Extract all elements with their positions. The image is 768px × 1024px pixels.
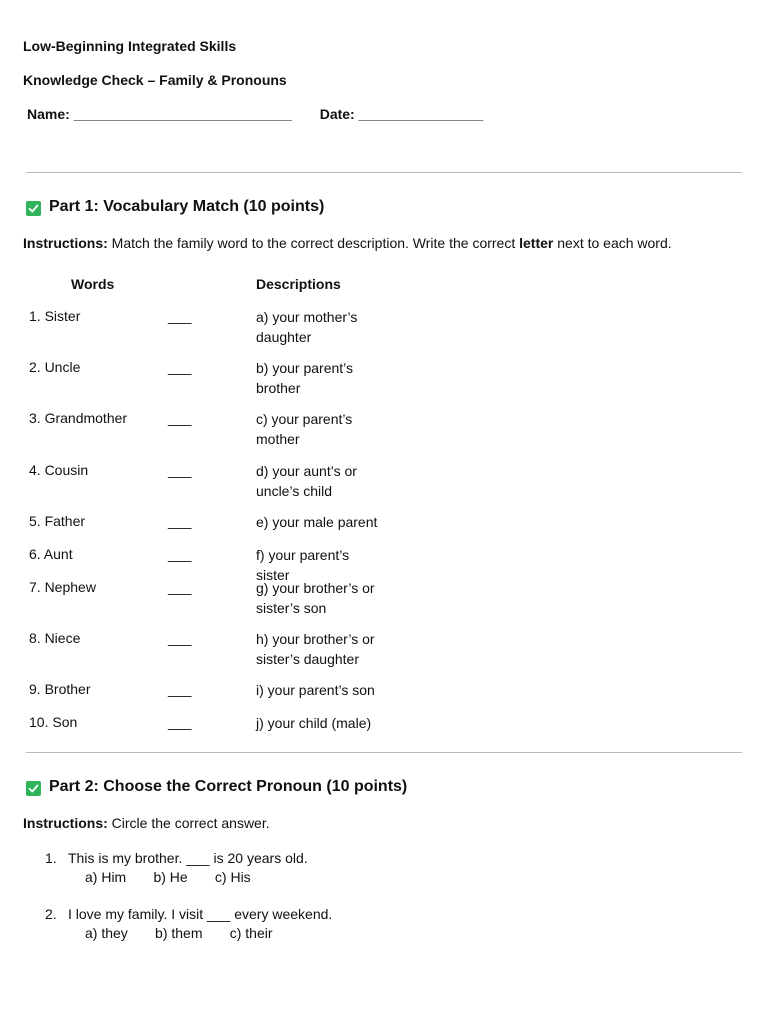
answer-blank[interactable]: ___ (168, 681, 192, 697)
description-item: c) your parent’s mother (256, 411, 353, 447)
description-item: a) your mother’s daughter (256, 309, 358, 345)
description-item: j) your child (male) (256, 715, 372, 731)
part1-title (26, 198, 324, 216)
word-item: 5. Father (29, 513, 86, 529)
divider (26, 172, 742, 173)
part2-title (26, 778, 407, 796)
answer-blank[interactable]: ___ (168, 630, 192, 646)
answer-blank[interactable]: ___ (168, 579, 192, 595)
question-item (45, 850, 308, 866)
worksheet-title: Knowledge Check – Family & Pronouns (23, 72, 287, 88)
part2-instructions (23, 815, 270, 831)
answer-blank[interactable]: ___ (168, 308, 192, 324)
word-item: 3. Grandmother (29, 410, 128, 426)
answer-blank[interactable]: ___ (168, 513, 192, 529)
description-item: d) your aunt’s or uncle’s child (256, 463, 357, 499)
word-item: 9. Brother (29, 681, 91, 697)
instructions-label: Instructions: (23, 235, 108, 251)
word-item: 6. Aunt (29, 546, 73, 562)
description-item: h) your brother’s or sister’s daughter (256, 631, 375, 667)
answer-blank[interactable]: ___ (168, 359, 192, 375)
word-item: 1. Sister (29, 308, 81, 324)
column-header-words: Words (71, 276, 115, 292)
divider (26, 752, 742, 753)
question-number: 2. (45, 906, 57, 922)
word-item: 10. Son (29, 714, 78, 730)
description-item: i) your parent’s son (256, 682, 375, 698)
instructions-emphasis: letter (519, 235, 554, 251)
question-item (45, 906, 332, 922)
part1-instructions (23, 235, 672, 251)
word-item: 7. Nephew (29, 579, 96, 595)
instructions-text: next to each word. (553, 235, 672, 251)
check-box-icon (26, 781, 41, 796)
part2-title-text: Part 2: Choose the Correct Pronoun (10 points) (49, 778, 408, 795)
question-text: This is my brother. ___ is 20 years old. (68, 850, 308, 866)
word-item: 2. Uncle (29, 359, 81, 375)
date-field[interactable]: Date: ________________ (319, 106, 484, 122)
description-item: g) your brother’s or sister’s son (256, 580, 375, 616)
answer-options[interactable]: a) they b) them c) their (85, 925, 273, 941)
description-item: f) your parent’s sister (256, 547, 350, 583)
word-item: 4. Cousin (29, 462, 89, 478)
answer-blank[interactable]: ___ (168, 410, 192, 426)
instructions-text: Circle the correct answer. (107, 815, 270, 831)
description-item: b) your parent’s brother (256, 360, 354, 396)
column-header-descriptions: Descriptions (256, 276, 341, 292)
name-field[interactable]: Name: ____________________________ (27, 106, 292, 122)
description-item: e) your male parent (256, 514, 378, 530)
instructions-label: Instructions: (23, 815, 108, 831)
name-date-row (27, 106, 483, 122)
part1-title-text: Part 1: Vocabulary Match (10 points) (49, 198, 325, 215)
question-text: I love my family. I visit ___ every weekend. (68, 906, 333, 922)
question-number: 1. (45, 850, 57, 866)
answer-blank[interactable]: ___ (168, 714, 192, 730)
word-item: 8. Niece (29, 630, 81, 646)
answer-options[interactable]: a) Him b) He c) His (85, 869, 251, 885)
course-title: Low-Beginning Integrated Skills (23, 38, 237, 54)
check-box-icon (26, 201, 41, 216)
answer-blank[interactable]: ___ (168, 546, 192, 562)
instructions-text: Match the family word to the correct description. Write the correct (107, 235, 520, 251)
answer-blank[interactable]: ___ (168, 462, 192, 478)
